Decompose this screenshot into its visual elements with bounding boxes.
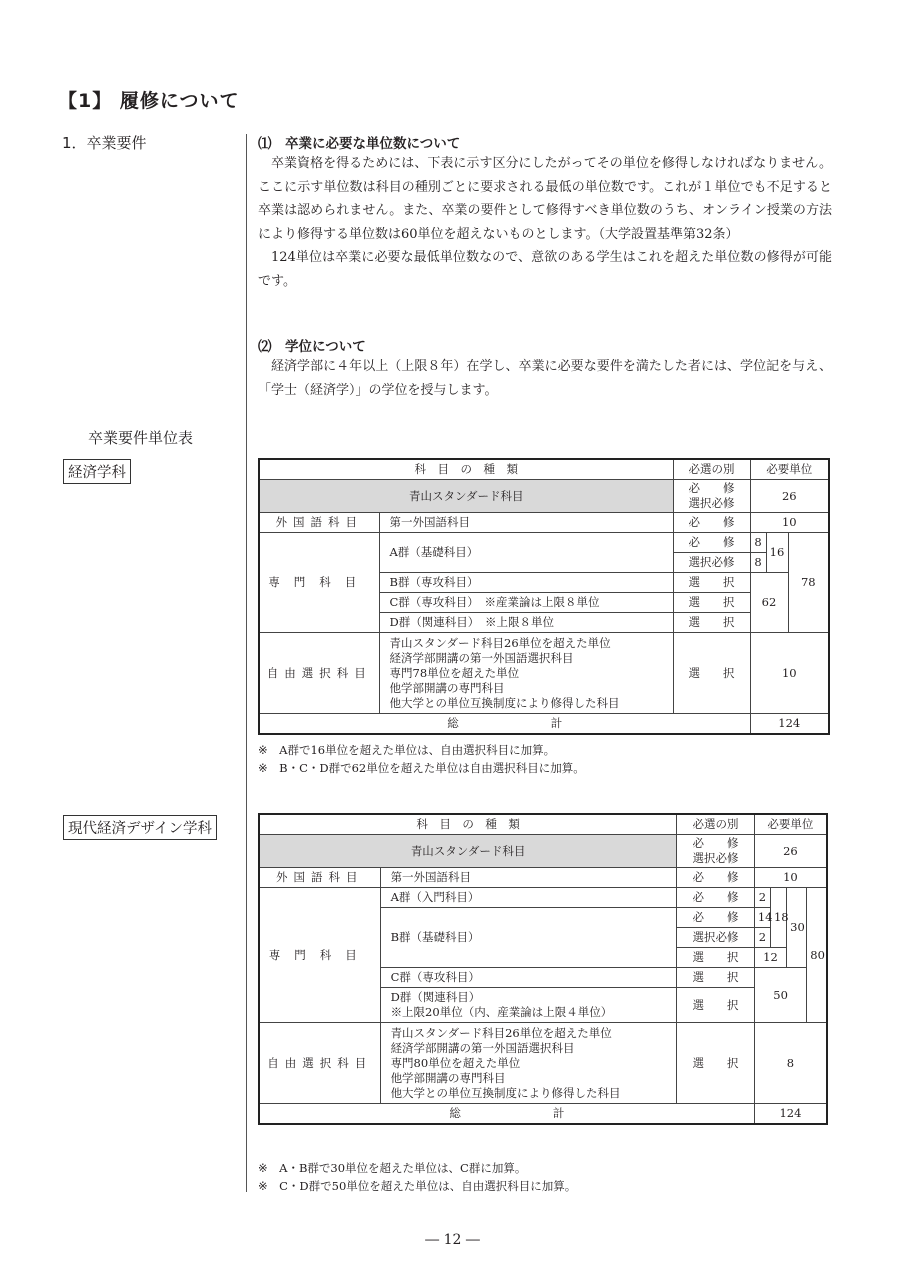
total-label: 総 計 <box>259 714 750 735</box>
a-group: A群（基礎科目） <box>379 533 673 573</box>
header-units: 必要単位 <box>750 459 829 480</box>
dept2-requirements-table <box>258 813 828 1125</box>
free-req: 選 択 <box>677 1023 755 1104</box>
c-req: 選 択 <box>677 968 755 988</box>
c-req: 選 択 <box>673 593 750 613</box>
table-row <box>259 888 827 908</box>
foreign-sub: 第一外国語科目 <box>380 868 677 888</box>
a-u: 2 <box>754 888 770 908</box>
b-u3: 12 <box>754 948 786 968</box>
aoyama-req <box>677 835 755 868</box>
d-group: D群（関連科目） ※上限８単位 <box>379 613 673 633</box>
a-u1: 8 <box>750 533 766 553</box>
free-item: 他大学との単位互換制度により修得した科目 <box>390 1085 621 1100</box>
table-row <box>259 513 829 533</box>
free-items <box>380 1023 677 1104</box>
table-row <box>259 835 827 868</box>
table-header-row <box>259 459 829 480</box>
a-req2: 選択必修 <box>673 553 750 573</box>
free-item: 他学部開講の専門科目 <box>389 680 505 695</box>
free-units: 8 <box>754 1023 827 1104</box>
b-group: B群（専攻科目） <box>379 573 673 593</box>
foreign-units: 10 <box>754 868 827 888</box>
total-units: 124 <box>754 1104 827 1125</box>
free-req: 選 択 <box>673 633 750 714</box>
total-label: 総 計 <box>259 1104 754 1125</box>
d-group-line: D群（関連科目） <box>390 990 481 1004</box>
free-item: 専門80単位を超えた単位 <box>390 1055 521 1070</box>
b-u1: 14 <box>754 908 770 928</box>
a-req: 必 修 <box>677 888 755 908</box>
a-group: A群（入門科目） <box>380 888 677 908</box>
free-units: 10 <box>750 633 829 714</box>
c-group: C群（専攻科目） <box>380 968 677 988</box>
dept2-label: 現代経済デザイン学科 <box>63 815 217 840</box>
header-req: 必選の別 <box>673 459 750 480</box>
total-units: 124 <box>750 714 829 735</box>
b-sub: 18 <box>770 888 786 948</box>
note: ※ B・C・D群で62単位を超えた単位は自由選択科目に加算。 <box>258 761 585 775</box>
table-row <box>259 1023 827 1104</box>
ab-total: 30 <box>787 888 807 968</box>
b-req2: 選択必修 <box>677 928 755 948</box>
req-text: 必 修 <box>692 836 739 850</box>
page-number: ― 12 ― <box>425 1232 480 1248</box>
dept1-notes <box>258 741 585 777</box>
note: ※ A・B群で30単位を超えた単位は、C群に加算。 <box>258 1161 527 1175</box>
header-kind: 科 目 の 種 類 <box>259 814 677 835</box>
b-req: 選 択 <box>673 573 750 593</box>
aoyama-req <box>673 480 750 513</box>
a-total: 16 <box>766 533 788 573</box>
aoyama-units: 26 <box>754 835 827 868</box>
a-u2: 8 <box>750 553 766 573</box>
free-label: 自由選択科目 <box>259 633 379 714</box>
aoyama-units: 26 <box>750 480 829 513</box>
sub1-paragraph: 124単位は卒業に必要な最低単位数なので、意欲のある学生はこれを超えた単位数の修得が可能です。 <box>258 250 832 289</box>
sub2-paragraph: 経済学部に４年以上（上限８年）在学し、卒業に必要な要件を満たした者には、学位記を与え、「学士（経済学）」の学位を授与します。 <box>258 359 832 398</box>
d-group <box>380 988 677 1023</box>
note: ※ A群で16単位を超えた単位は、自由選択科目に加算。 <box>258 743 556 757</box>
foreign-sub: 第一外国語科目 <box>379 513 673 533</box>
free-label: 自由選択科目 <box>259 1023 380 1104</box>
table-row <box>259 533 829 553</box>
b-group: B群（基礎科目） <box>380 908 677 968</box>
sub1-body <box>258 152 832 293</box>
d-req: 選 択 <box>677 988 755 1023</box>
header-kind: 科 目 の 種 類 <box>259 459 673 480</box>
free-item: 経済学部開講の第一外国語選択科目 <box>390 1040 575 1055</box>
sub1-title: ⑴ 卒業に必要な単位数について <box>258 136 461 152</box>
foreign-req: 必 修 <box>677 868 755 888</box>
side-heading: 1．卒業要件 <box>62 134 147 152</box>
free-item: 青山スタンダード科目26単位を超えた単位 <box>390 1025 612 1040</box>
free-item: 青山スタンダード科目26単位を超えた単位 <box>389 635 611 650</box>
note: ※ C・D群で50単位を超えた単位は、自由選択科目に加算。 <box>258 1179 577 1193</box>
header-units: 必要単位 <box>754 814 827 835</box>
dept1-label: 経済学科 <box>63 459 131 484</box>
dept2-notes <box>258 1159 576 1195</box>
sub2-body <box>258 355 832 402</box>
req-text: 必 修 <box>688 481 735 495</box>
aoyama-label: 青山スタンダード科目 <box>259 480 673 513</box>
b-req1: 必 修 <box>677 908 755 928</box>
sub1-paragraph: 卒業資格を得るためには、下表に示す区分にしたがってその単位を修得しなければなりません。ここに示す単位数は科目の種別ごとに要求される最低の単位数です。これが１単位でも不足すると卒業は認められません。また、卒業の要件として修得すべき単位数のうち、オンライン授業の方法により修得する単位数は60単位を超えないものとします。（大学設置基準第32条） <box>258 156 832 242</box>
bcd-units: 62 <box>750 573 788 633</box>
c-group: C群（専攻科目） ※産業論は上限８単位 <box>379 593 673 613</box>
senmon-label: 専門科目 <box>259 888 380 1023</box>
table-row <box>259 714 829 735</box>
foreign-label: 外国語科目 <box>259 513 379 533</box>
free-item: 他学部開講の専門科目 <box>390 1070 506 1085</box>
a-req1: 必 修 <box>673 533 750 553</box>
b-req3: 選 択 <box>677 948 755 968</box>
d-req: 選 択 <box>673 613 750 633</box>
cd-units: 50 <box>754 968 806 1023</box>
foreign-label: 外国語科目 <box>259 868 380 888</box>
b-u2: 2 <box>754 928 770 948</box>
senmon-total: 80 <box>807 888 827 1023</box>
table-row <box>259 633 829 714</box>
dept1-requirements-table <box>258 458 830 735</box>
table-row <box>259 868 827 888</box>
vertical-divider <box>246 134 247 1192</box>
req-text: 選択必修 <box>688 496 735 510</box>
header-req: 必選の別 <box>677 814 755 835</box>
section-title: 【1】 履修について <box>58 90 240 112</box>
senmon-total: 78 <box>788 533 829 633</box>
free-items <box>379 633 673 714</box>
senmon-label: 専門科目 <box>259 533 379 633</box>
table-row <box>259 480 829 513</box>
table-heading: 卒業要件単位表 <box>88 429 194 447</box>
foreign-units: 10 <box>750 513 829 533</box>
sub2-title: ⑵ 学位について <box>258 339 366 355</box>
d-group-line: ※上限20単位（内、産業論は上限４単位） <box>390 1005 613 1019</box>
table-header-row <box>259 814 827 835</box>
aoyama-label: 青山スタンダード科目 <box>259 835 677 868</box>
free-item: 他大学との単位互換制度により修得した科目 <box>389 695 620 710</box>
table-row <box>259 1104 827 1125</box>
free-item: 専門78単位を超えた単位 <box>389 665 520 680</box>
free-item: 経済学部開講の第一外国語選択科目 <box>389 650 574 665</box>
req-text: 選択必修 <box>692 851 739 865</box>
foreign-req: 必 修 <box>673 513 750 533</box>
